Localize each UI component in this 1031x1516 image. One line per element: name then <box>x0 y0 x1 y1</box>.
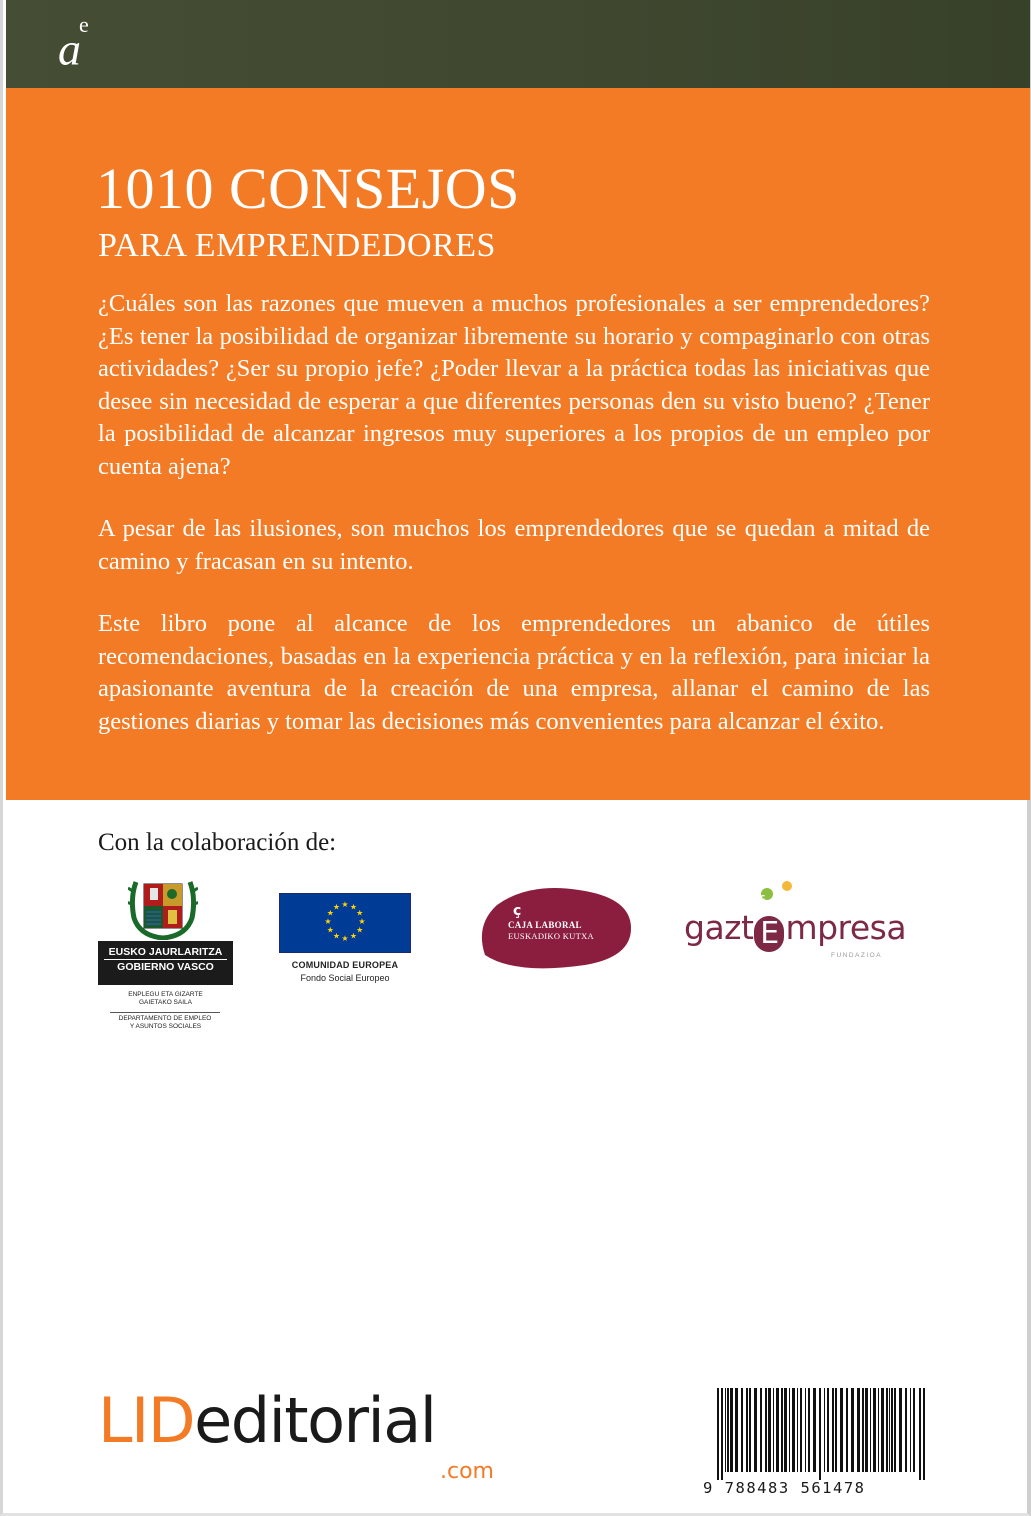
gv-line1: EUSKO JAURLARITZA <box>104 941 227 960</box>
svg-text:★: ★ <box>341 900 349 909</box>
barcode-bar <box>781 1388 783 1472</box>
barcode-bar <box>923 1388 925 1480</box>
barcode-bar <box>846 1388 848 1472</box>
barcode-bar <box>773 1388 774 1472</box>
gobierno-vasco-logo <box>98 878 233 1038</box>
lid-com-suffix: .com <box>440 1459 494 1484</box>
svg-text:★: ★ <box>332 931 341 941</box>
barcode-bar <box>717 1388 719 1480</box>
barcode-bar <box>865 1388 868 1472</box>
gobierno-vasco-name-box <box>98 941 233 985</box>
barcode-bar <box>873 1388 876 1472</box>
barcode-bar <box>749 1388 751 1472</box>
barcode-bar <box>905 1388 907 1472</box>
barcode-bar <box>765 1388 767 1472</box>
caja-line1: CAJA LABORAL <box>508 920 582 930</box>
barcode-bar <box>835 1388 837 1472</box>
collaboration-label: Con la colaboración de: <box>98 829 337 856</box>
svg-text:★: ★ <box>326 908 334 918</box>
barcode-bar <box>824 1388 825 1472</box>
isbn-barcode <box>703 1388 935 1500</box>
barcode-bar <box>746 1388 748 1472</box>
barcode-bar <box>891 1388 893 1472</box>
barcode-bar <box>800 1388 802 1472</box>
barcode-bar <box>886 1388 888 1472</box>
svg-text:★: ★ <box>349 931 358 941</box>
blurb-paragraph-3: Este libro pone al alcance de los emprendedores un abanico de útiles recomendaciones, basadas en la experiencia práctica y en la reflexión, para iniciar la apasionante aventura de la creación de una empresa, allanar el camino de las gestiones diarias y tomar las decisiones más convenientes para alcanzar el éxito. <box>98 610 930 735</box>
barcode-bar <box>910 1388 911 1472</box>
caja-laboral-logo <box>475 885 635 969</box>
comunidad-europea-logo <box>279 893 411 1003</box>
eu-line2: Fondo Social Europeo <box>300 973 390 983</box>
barcode-bar <box>919 1388 921 1480</box>
gaztempresa-logo <box>681 878 926 968</box>
svg-text:★: ★ <box>341 934 349 943</box>
barcode-bar <box>832 1388 834 1472</box>
barcode-bar <box>899 1388 902 1472</box>
barcode-bar <box>792 1388 795 1472</box>
svg-text:ç: ç <box>760 893 766 903</box>
svg-text:★: ★ <box>326 925 334 935</box>
svg-text:★: ★ <box>324 917 332 926</box>
barcode-bar <box>913 1388 915 1472</box>
barcode-bar <box>851 1388 854 1472</box>
barcode-bar <box>870 1388 871 1472</box>
top-band <box>6 0 1030 88</box>
caja-line2: EUSKADIKO KUTXA <box>508 931 594 941</box>
barcode-bar <box>827 1388 829 1472</box>
barcode-bar <box>881 1388 884 1472</box>
barcode-bar <box>797 1388 798 1472</box>
barcode-bars <box>703 1388 935 1480</box>
barcode-bar <box>813 1388 816 1472</box>
barcode-bar <box>808 1388 810 1472</box>
lid-editorial-logo: LIDeditorial <box>98 1384 436 1457</box>
barcode-bar <box>805 1388 806 1472</box>
gv-dept-es-2: Y ASUNTOS SOCIALES <box>129 1023 202 1030</box>
svg-text:★: ★ <box>332 902 341 912</box>
eu-line1: COMUNIDAD EUROPEA <box>291 960 399 970</box>
gv-dept-es-1: DEPARTAMENTO DE EMPLEO <box>110 1012 220 1023</box>
barcode-bar <box>878 1388 879 1472</box>
barcode-bar <box>721 1388 723 1480</box>
barcode-bar <box>840 1388 843 1472</box>
svg-text:★: ★ <box>358 917 366 926</box>
svg-text:★: ★ <box>356 908 364 918</box>
barcode-bar <box>894 1388 896 1472</box>
barcode-bar <box>727 1388 729 1472</box>
gv-dept-eu-2: GAIETAKO SAILA <box>139 999 192 1006</box>
barcode-bar <box>735 1388 738 1472</box>
book-subtitle: PARA EMPRENDEDORES <box>98 227 496 264</box>
barcode-bar <box>819 1388 821 1480</box>
barcode-digits: 9 788483 561478 <box>703 1479 866 1497</box>
barcode-bar <box>889 1388 890 1472</box>
svg-text:ç: ç <box>513 903 522 919</box>
gaztempresa-sub: FUNDAZIOA <box>831 952 883 959</box>
svg-text:★: ★ <box>349 902 358 912</box>
gv-line2: GOBIERNO VASCO <box>117 961 214 973</box>
book-title: 1010 CONSEJOS <box>96 156 520 221</box>
barcode-bar <box>789 1388 790 1472</box>
barcode-bar <box>754 1388 757 1472</box>
barcode-bar <box>768 1388 771 1472</box>
barcode-bar <box>776 1388 779 1472</box>
barcode-bar <box>725 1388 726 1472</box>
blurb-paragraph-1: ¿Cuáles son las razones que mueven a muchos profesionales a ser emprendedores? ¿Es tener la posibilidad de organizar libremente su horario y compaginarlo con otras actividades? ¿Ser su propio jefe? ¿Poder llevar a la práctica todas las iniciativas que desee sin necesidad de esperar a que diferentes personas den su visto bueno? ¿Tener la posibilidad de alcanzar ingresos muy superiores a los propios de un empleo por cuenta ajena? <box>98 290 930 480</box>
coat-of-arms-icon <box>128 878 198 940</box>
barcode-bar <box>760 1388 762 1472</box>
barcode-bar <box>741 1388 743 1472</box>
gaztempresa-wordmark: gazt E mpresa <box>684 908 907 951</box>
gv-dept-eu-1: ENPLEGU ETA GIZARTE <box>128 991 203 998</box>
barcode-bar <box>857 1388 860 1472</box>
blurb-paragraph-2: A pesar de las ilusiones, son muchos los emprendedores que se quedan a mitad de camino y fracasan en su intento. <box>98 515 930 575</box>
barcode-bar <box>862 1388 864 1472</box>
barcode-bar <box>730 1388 733 1472</box>
barcode-bar <box>784 1388 787 1472</box>
publisher-logo: $a^e$ <box>58 12 89 75</box>
eu-flag-icon <box>279 893 411 953</box>
svg-text:★: ★ <box>356 925 364 935</box>
